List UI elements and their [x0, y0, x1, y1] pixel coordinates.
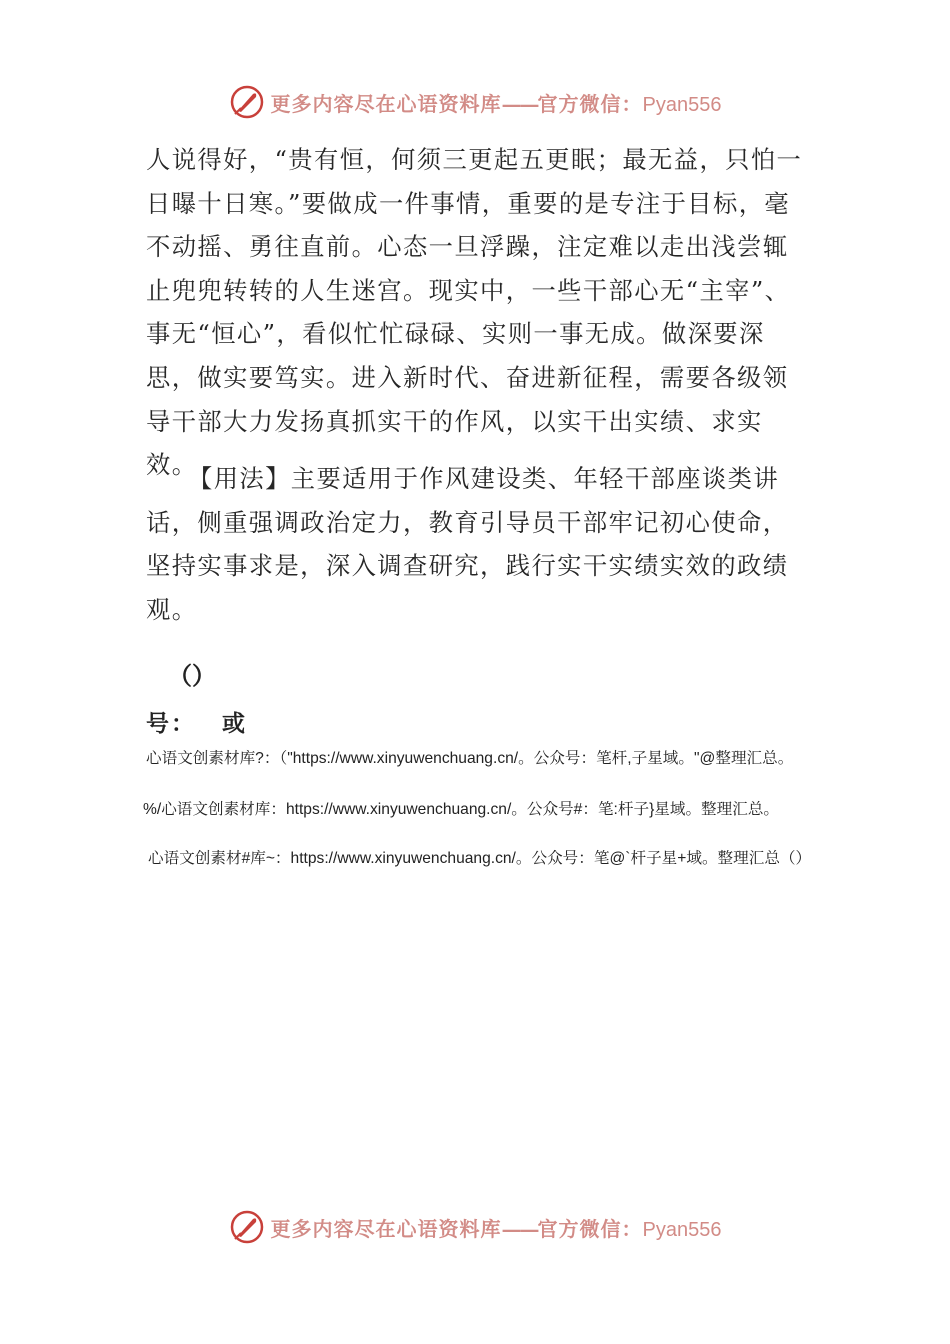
footer-banner [0, 1209, 950, 1245]
paragraph-text: 【用法】主要适用于作风建设类、年轻干部座谈类讲话，侧重强调政治定力，教育引导员干部牢记初心使命，坚持实事求是，深入调查研究，践行实干实绩实效的政绩观。 [146, 464, 789, 624]
source-note-3: 心语文创素材#库~：https://www.xinyuwenchuang.cn/。公众号：笔@`杆子星+域。整理汇总（） [148, 850, 812, 867]
banner-text [271, 88, 722, 117]
source-note-2: %/心语文创素材库：https://www.xinyuwenchuang.cn/。公众号#：笔:杆子}星域。整理汇总。 [143, 801, 780, 818]
paragraph-text: 人说得好，“贵有恒，何须三更起五更眠；最无益，只怕一日曝十日寒。”要做成一件事情，重要的是专注于目标，毫不动摇、勇往直前。心态一旦浮躁，注定难以走出浅尝辄止兜兜转转的人生迷宫。现实中，一些干部心无“主宰”、事无“恒心”，看似忙忙碌碌、实则一事无成。做深要深思，做实要笃实。进入新时代、奋进新征程，需要各级领导干部大力发扬真抓实干的作风，以实干出实绩、求实效。 [146, 145, 803, 480]
header-banner [0, 84, 950, 120]
banner-wechat-label: 官方微信： [537, 1216, 643, 1241]
quill-pen-logo-icon [229, 1209, 265, 1245]
banner-text [271, 1213, 722, 1242]
quill-pen-logo-icon [229, 84, 265, 120]
banner-wechat-label: 官方微信： [537, 91, 643, 116]
banner-wechat-id: Pyan556 [642, 1218, 722, 1241]
source-note-1: 心语文创素材库?：（"https://www.xinyuwenchuang.cn/。公众号：笔杆,子星域。"@整理汇总。 [146, 750, 794, 767]
paren-line: （） [168, 662, 216, 690]
banner-dash: —— [501, 91, 538, 116]
heading-right: 或 [222, 710, 247, 737]
banner-title: 更多内容尽在心语资料库 [270, 1216, 502, 1241]
heading-left: 号： [146, 710, 196, 737]
body-paragraph-usage [146, 457, 811, 631]
banner-dash: —— [501, 1216, 538, 1241]
body-paragraph-1 [146, 138, 811, 487]
banner-wechat-id: Pyan556 [642, 93, 722, 116]
section-heading [146, 705, 247, 738]
banner-title: 更多内容尽在心语资料库 [270, 91, 502, 116]
